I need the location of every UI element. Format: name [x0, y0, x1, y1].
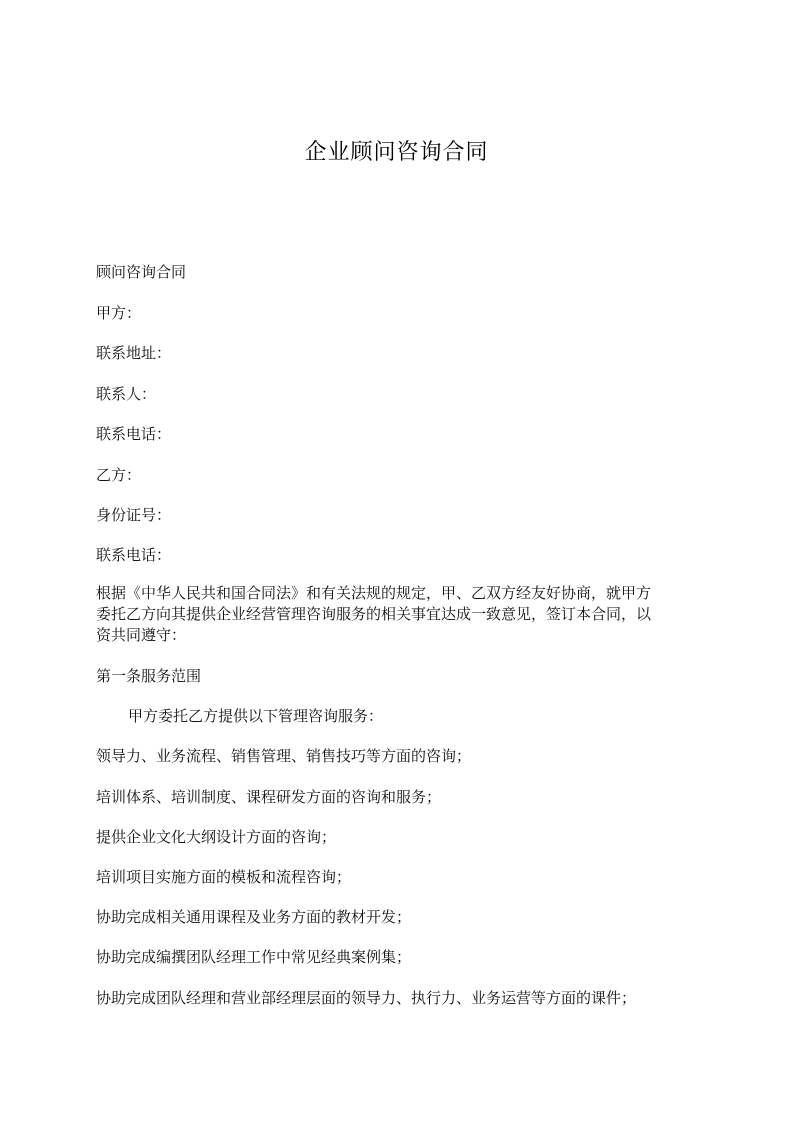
service-item: 培训项目实施方面的模板和流程咨询；: [96, 868, 352, 886]
contact-person-label: 联系人：: [96, 385, 157, 403]
party-b-phone-label: 联系电话：: [96, 546, 172, 564]
service-item: 协助完成编撰团队经理工作中常见经典案例集；: [96, 948, 412, 966]
party-b-label: 乙方：: [96, 466, 142, 484]
service-item: 提供企业文化大纲设计方面的咨询；: [96, 828, 337, 846]
contact-address-label: 联系地址：: [96, 344, 172, 362]
document-title: 企业顾问咨询合同: [304, 140, 489, 165]
contract-subtitle: 顾问咨询合同: [96, 263, 187, 281]
party-a-phone-label: 联系电话：: [96, 425, 172, 443]
preamble-line: 委托乙方向其提供企业经营管理咨询服务的相关事宜达成一致意见，签订本合同，以: [96, 605, 652, 623]
preamble-paragraph: [96, 583, 696, 646]
service-item: 协助完成相关通用课程及业务方面的教材开发；: [96, 908, 412, 926]
article-1-intro: 甲方委托乙方提供以下管理咨询服务：: [128, 707, 384, 725]
service-item: 协助完成团队经理和营业部经理层面的领导力、执行力、业务运营等方面的课件；: [96, 989, 637, 1007]
service-item: 培训体系、培训制度、课程研发方面的咨询和服务；: [96, 788, 442, 806]
article-1-heading: 第一条服务范围: [96, 667, 202, 685]
id-number-label: 身份证号：: [96, 506, 172, 524]
service-item: 领导力、业务流程、销售管理、销售技巧等方面的咨询；: [96, 747, 472, 765]
party-a-label: 甲方：: [96, 304, 142, 322]
preamble-line: 资共同遵守：: [96, 626, 187, 644]
preamble-line: 根据《中华人民共和国合同法》和有关法规的规定，甲、乙双方经友好协商，就甲方: [96, 584, 652, 602]
